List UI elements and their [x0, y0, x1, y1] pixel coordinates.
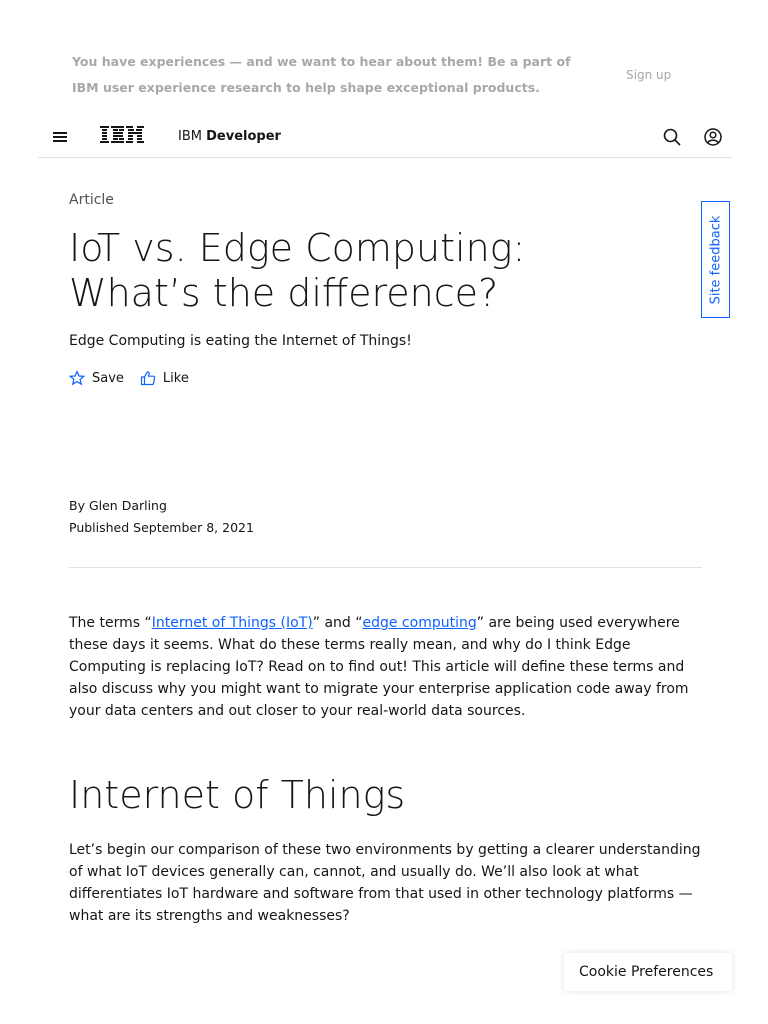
- like-button[interactable]: [140, 370, 189, 386]
- edge-computing-link[interactable]: edge computing: [362, 615, 477, 631]
- site-feedback-button[interactable]: [701, 201, 730, 318]
- platform-label: Developer: [206, 129, 281, 144]
- search-icon[interactable]: [662, 127, 682, 147]
- iot-link[interactable]: Internet of Things (IoT): [151, 615, 313, 631]
- divider: [69, 567, 702, 568]
- section-heading: Internet of Things: [69, 773, 406, 817]
- publish-date: Published September 8, 2021: [69, 520, 254, 535]
- user-icon[interactable]: [703, 127, 723, 147]
- menu-icon[interactable]: [50, 127, 70, 147]
- site-feedback-label: Site feedback: [708, 215, 723, 304]
- platform-name[interactable]: [178, 129, 281, 145]
- signup-link[interactable]: Sign up: [626, 68, 672, 82]
- intro-paragraph: [69, 612, 702, 722]
- intro-text: ” are being used everywhere these days it seems. What do these terms really mean, and why do I think Edge Computing is replacing IoT? Read on to find out! This article will define these terms and also discuss why you might want to migrate your enterprise application code away from your data centers and out closer to your real-world data sources.: [69, 615, 689, 719]
- save-button[interactable]: [69, 370, 124, 386]
- article-subtitle: Edge Computing is eating the Internet of Things!: [69, 333, 412, 349]
- article-actions: [69, 368, 205, 388]
- content-type-label: Article: [69, 192, 114, 208]
- platform-prefix: IBM: [178, 129, 202, 144]
- masthead: [38, 117, 732, 158]
- research-banner-text: You have experiences — and we want to hear about them! Be a part of IBM user experience research to help shape exceptional products.: [72, 54, 571, 95]
- byline: [69, 495, 702, 539]
- section-paragraph: Let’s begin our comparison of these two environments by getting a clearer understanding of what IoT devices generally can, cannot, and usually do. We’ll also look at what differentiates IoT hardware and software from that used in other technology platforms — what are its strengths and weaknesses?: [69, 842, 701, 924]
- save-label: Save: [92, 370, 124, 386]
- page-title: IoT vs. Edge Computing: What’s the difference?: [69, 226, 526, 315]
- thumbs-up-icon: [140, 370, 156, 386]
- ibm-logo[interactable]: [100, 125, 146, 147]
- like-label: Like: [162, 370, 189, 386]
- cookie-preferences-button[interactable]: Cookie Preferences: [564, 953, 732, 991]
- star-icon: [69, 370, 85, 386]
- intro-text: The terms “: [69, 615, 152, 631]
- intro-text: ” and “: [312, 615, 363, 631]
- author: By Glen Darling: [69, 498, 167, 513]
